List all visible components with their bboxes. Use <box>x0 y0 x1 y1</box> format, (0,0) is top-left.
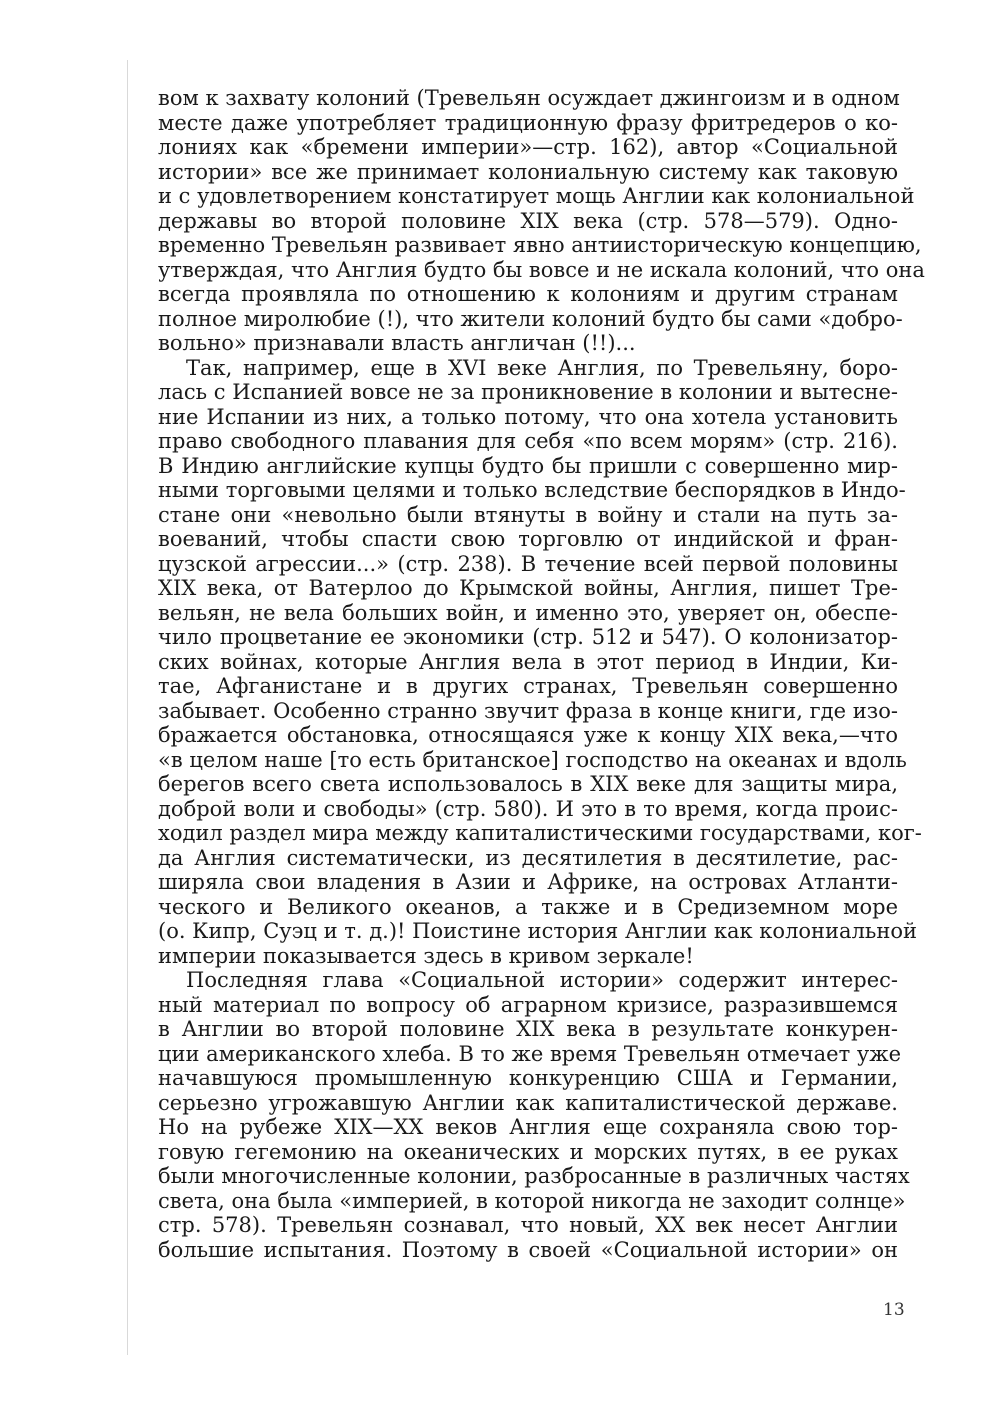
body-text <box>158 86 925 1262</box>
text-line: серьезно угрожавшую Англии как капиталистической державе. <box>158 1090 898 1115</box>
text-line: XIX века, от Ватерлоо до Крымской войны, Англия, пишет Тре- <box>158 576 898 600</box>
text-line: говую гегемонию на океанических и морских путях, в ее руках <box>158 1139 898 1164</box>
page-margin-rule <box>127 60 128 1355</box>
text-line: всегда проявляла по отношению к колониям и другим странам <box>158 282 898 306</box>
text-line: В Индию английские купцы будто бы пришли с совершенно мир- <box>158 453 898 478</box>
text-line: лась с Испанией вовсе не за проникновение в колонии и вытесне- <box>158 380 898 404</box>
text-line: были многочисленные колонии, разбросанные в различных частях <box>158 1164 910 1188</box>
text-line: империи показывается здесь в кривом зеркале! <box>158 943 694 968</box>
text-line: (о. Кипр, Суэц и т. д.)! Поистине история Англии как колониальной <box>158 919 917 943</box>
text-line: большие испытания. Поэтому в своей «Социальной истории» он <box>158 1237 898 1262</box>
text-line: ских войнах, которые Англия вела в этот период в Индии, Ки- <box>158 649 898 674</box>
text-line: и с удовлетворением констатирует мощь Англии как колониальной <box>158 184 915 208</box>
text-line: цузской агрессии...» (стр. 238). В течение всей первой половины <box>158 551 898 576</box>
text-line: воеваний, чтобы спасти свою торговлю от индийской и фран- <box>158 527 898 551</box>
text-line: ческого и Великого океанов, а также и в Средиземном море <box>158 894 898 919</box>
text-line: да Англия систематически, из десятилетия в десятилетие, рас- <box>158 845 898 870</box>
text-line: ходил раздел мира между капиталистическими государствами, ког- <box>158 821 922 845</box>
text-line: доброй воли и свободы» (стр. 580). И это в то время, когда проис- <box>158 796 898 821</box>
text-line: временно Тревельян развивает явно антиисторическую концепцию, <box>158 233 922 257</box>
text-line: ции американского хлеба. В то же время Тревельян отмечает уже <box>158 1041 901 1066</box>
text-line: истории» все же принимает колониальную систему как таковую <box>158 159 898 184</box>
text-line: лониях как «бремени империи»—стр. 162), автор «Социальной <box>158 135 898 159</box>
text-line: Но на рубеже XIX—XX веков Англия еще сохраняла свою тор- <box>158 1115 898 1139</box>
text-line: в Англии во второй половине XIX века в результате конкурен- <box>158 1017 898 1041</box>
paragraph <box>158 86 925 356</box>
text-line: вом к захвату колоний (Тревельян осуждает джингоизм и в одном <box>158 86 900 110</box>
text-line: начавшуюся промышленную конкуренцию США и Германии, <box>158 1066 898 1090</box>
text-line: вельян, не вела больших войн, и именно это, уверяет он, обеспе- <box>158 600 898 625</box>
text-line: стр. 578). Тревельян сознавал, что новый, XX век несет Англии <box>158 1213 898 1237</box>
text-line: ширяла свои владения в Азии и Африке, на островах Атланти- <box>158 870 898 894</box>
text-line: державы во второй половине XIX века (стр. 578—579). Одно- <box>158 208 898 233</box>
text-line: Последняя глава «Социальной истории» содержит интерес- <box>186 968 898 992</box>
page-number: 13 <box>883 1300 905 1320</box>
text-line: света, она была «империей, в которой никогда не заходит солнце» <box>158 1188 906 1213</box>
text-line: бражается обстановка, относящаяся уже к концу XIX века,—что <box>158 723 898 747</box>
paragraph <box>158 968 910 1262</box>
text-line: полное миролюбие (!), что жители колоний будто бы сами «добро- <box>158 306 903 331</box>
text-line: забывает. Особенно странно звучит фраза в конце книги, где изо- <box>158 698 898 723</box>
text-line: тае, Афганистане и в других странах, Тревельян совершенно <box>158 674 898 698</box>
text-line: ными торговыми целями и только вследствие беспорядков в Индо- <box>158 478 906 502</box>
text-line: вольно» признавали власть англичан (!!)... <box>158 331 636 355</box>
text-line: право свободного плавания для себя «по всем морям» (стр. 216). <box>158 429 898 453</box>
paragraph <box>158 355 922 969</box>
text-line: берегов всего света использовалось в XIX веке для защиты мира, <box>158 772 898 796</box>
text-line: ние Испании из них, а только потому, что она хотела установить <box>158 404 898 429</box>
text-line: Так, например, еще в XVI веке Англия, по Тревельяну, боро- <box>186 355 898 380</box>
text-line: стане они «невольно были втянуты в войну и стали на путь за- <box>158 502 898 527</box>
text-line: «в целом наше [то есть британское] господство на океанах и вдоль <box>158 747 907 772</box>
text-line: утверждая, что Англия будто бы вовсе и не искала колоний, что она <box>158 257 925 282</box>
text-line: месте даже употребляет традиционную фразу фритредеров о ко- <box>158 110 898 135</box>
text-line: чило процветание ее экономики (стр. 512 и 547). О колонизатор- <box>158 625 898 649</box>
text-line: ный материал по вопросу об аграрном кризисе, разразившемся <box>158 992 898 1017</box>
